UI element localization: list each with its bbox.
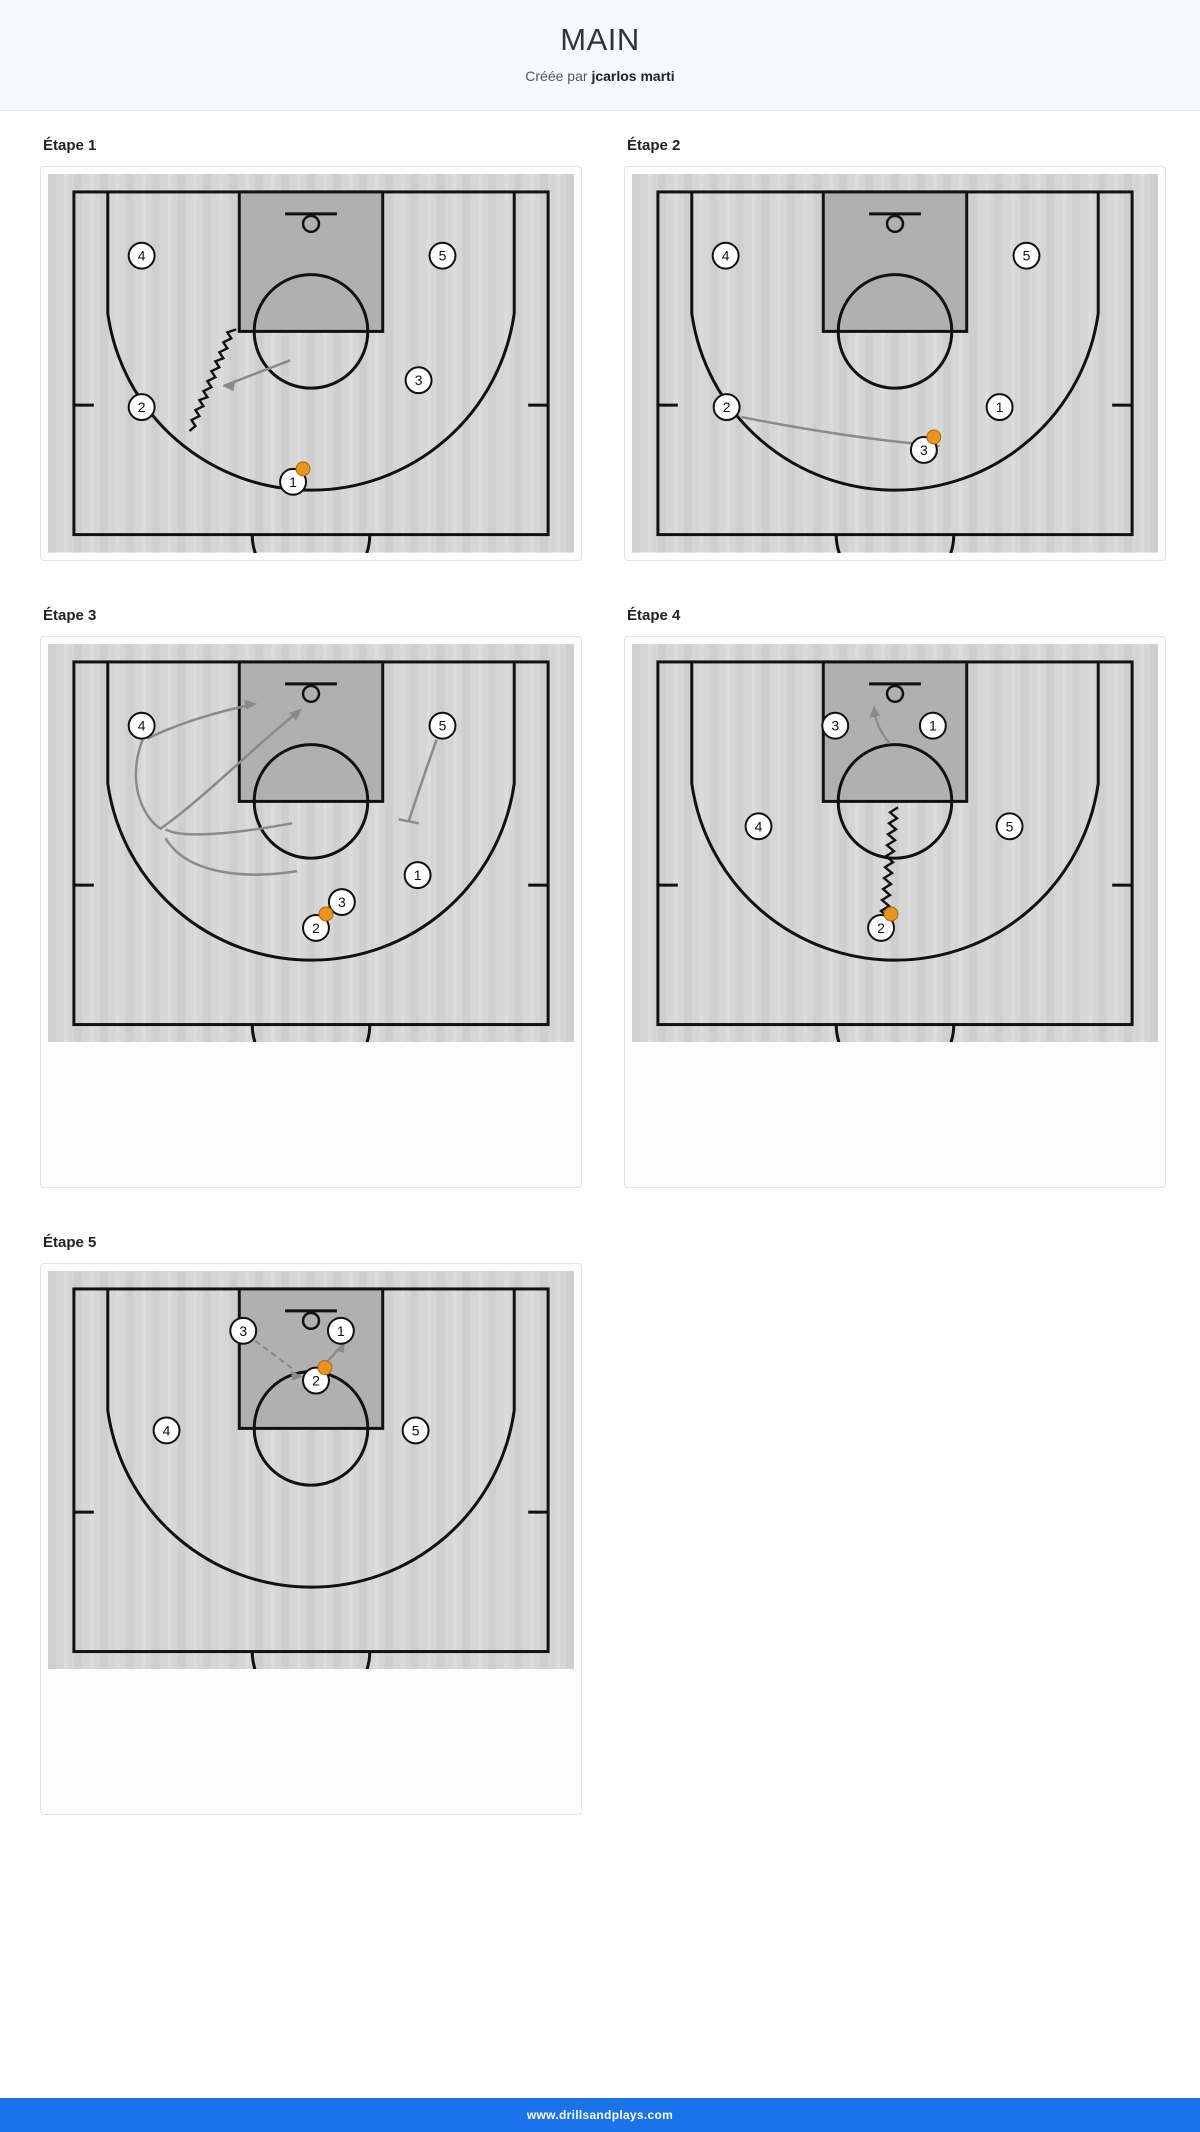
court-diagram-4 — [632, 644, 1158, 1042]
ball-icon — [318, 1360, 332, 1374]
player-token[interactable] — [713, 243, 739, 269]
step-4-court — [632, 644, 1158, 1042]
step-2 — [600, 137, 1160, 607]
svg-text:3: 3 — [831, 717, 840, 734]
step-1-court-card[interactable] — [40, 166, 582, 561]
step-3-title: Étape 3 — [43, 606, 97, 624]
svg-text:1: 1 — [413, 866, 422, 883]
svg-text:2: 2 — [312, 1372, 320, 1389]
created-by-label: Créée par — [525, 68, 592, 84]
ball-icon — [927, 430, 941, 444]
svg-text:1: 1 — [337, 1322, 345, 1339]
step-1 — [40, 137, 600, 607]
step-3 — [40, 607, 600, 1234]
player-token[interactable] — [230, 1317, 256, 1343]
footer-bar — [0, 2098, 1200, 2132]
player-token[interactable] — [1014, 243, 1040, 269]
step-1-court — [48, 174, 574, 553]
svg-text:2: 2 — [312, 919, 320, 936]
court-diagram-5 — [48, 1271, 574, 1669]
court-diagram-2 — [632, 174, 1158, 553]
svg-text:5: 5 — [438, 247, 447, 264]
steps-grid — [0, 111, 1200, 1871]
step-2-title: Étape 2 — [627, 137, 681, 154]
player-token[interactable] — [714, 394, 740, 420]
player-token[interactable] — [129, 712, 155, 738]
svg-text:4: 4 — [162, 1421, 171, 1438]
player-token[interactable] — [129, 394, 155, 420]
svg-text:5: 5 — [1005, 817, 1014, 834]
site-url[interactable]: www.drillsandplays.com — [526, 2108, 674, 2122]
svg-text:1: 1 — [995, 399, 1004, 416]
step-4 — [600, 607, 1160, 1234]
player-token[interactable] — [746, 813, 772, 839]
svg-text:2: 2 — [722, 399, 731, 416]
ball-icon — [319, 907, 333, 921]
step-5-court — [48, 1271, 574, 1669]
author-name: jcarlos marti — [591, 68, 675, 84]
player-token[interactable] — [430, 243, 456, 269]
svg-text:3: 3 — [239, 1322, 248, 1339]
step-4-court-card[interactable] — [624, 636, 1166, 1188]
page-title: MAIN — [560, 22, 640, 57]
author-byline — [0, 68, 1200, 84]
court-diagram-3 — [48, 644, 574, 1042]
page-header — [0, 0, 1200, 111]
player-token[interactable] — [430, 712, 456, 738]
step-5-title: Étape 5 — [43, 1233, 97, 1251]
svg-text:4: 4 — [137, 717, 146, 734]
svg-text:4: 4 — [754, 817, 763, 834]
player-token[interactable] — [403, 1417, 429, 1443]
svg-text:1: 1 — [928, 717, 937, 734]
step-1-title: Étape 1 — [43, 137, 97, 154]
step-2-court-card[interactable] — [624, 166, 1166, 561]
ball-icon — [884, 907, 898, 921]
court-diagram-1 — [48, 174, 574, 553]
player-token[interactable] — [154, 1417, 180, 1443]
svg-text:5: 5 — [438, 717, 447, 734]
player-token[interactable] — [406, 367, 432, 393]
step-3-court-card[interactable] — [40, 636, 582, 1188]
player-token[interactable] — [920, 712, 946, 738]
svg-text:4: 4 — [721, 247, 730, 264]
step-5 — [40, 1234, 600, 1861]
player-token[interactable] — [997, 813, 1023, 839]
svg-text:3: 3 — [920, 441, 928, 458]
step-4-title: Étape 4 — [627, 606, 681, 624]
svg-text:5: 5 — [1022, 247, 1031, 264]
player-token[interactable] — [328, 1317, 354, 1343]
svg-text:2: 2 — [877, 919, 885, 936]
svg-text:3: 3 — [337, 893, 346, 910]
player-token[interactable] — [405, 862, 431, 888]
svg-text:4: 4 — [137, 247, 146, 264]
svg-text:5: 5 — [411, 1421, 420, 1438]
player-token[interactable] — [822, 712, 848, 738]
step-5-court-card[interactable] — [40, 1263, 582, 1815]
step-3-court — [48, 644, 574, 1042]
player-token[interactable] — [129, 243, 155, 269]
svg-text:2: 2 — [137, 399, 146, 416]
step-2-court — [632, 174, 1158, 553]
ball-icon — [296, 462, 310, 476]
svg-text:3: 3 — [414, 372, 423, 389]
player-token[interactable] — [987, 394, 1013, 420]
svg-text:1: 1 — [289, 473, 297, 490]
